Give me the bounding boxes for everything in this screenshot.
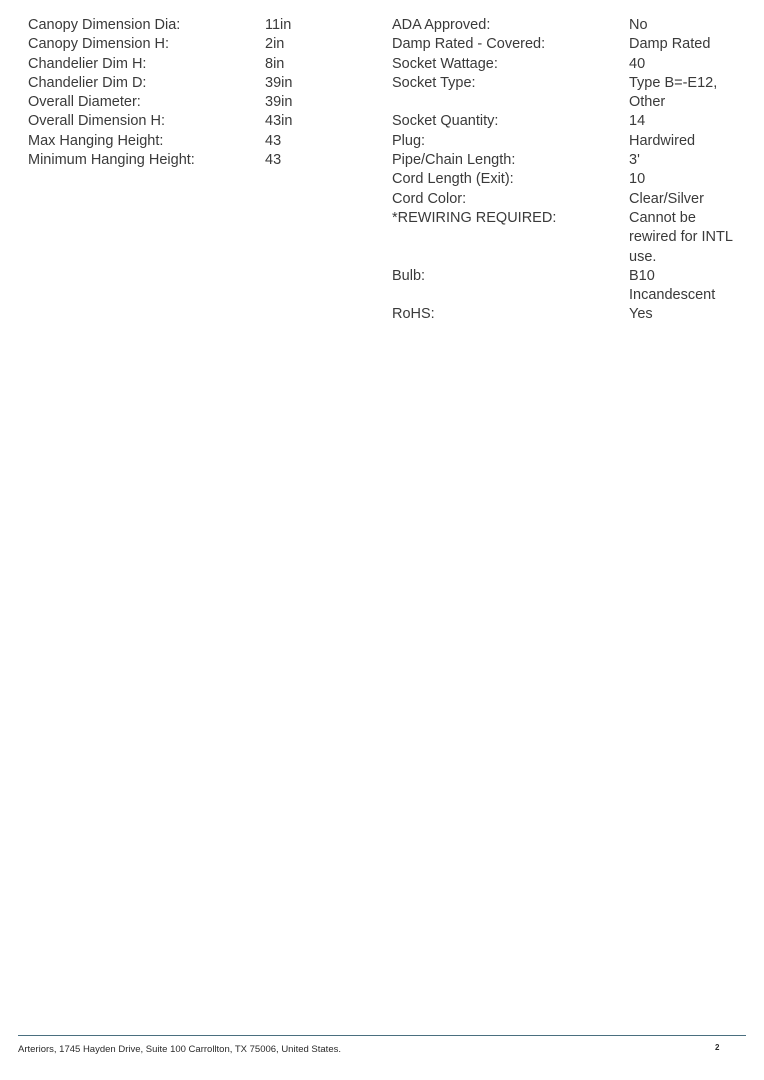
spec-label: Chandelier Dim D: (28, 74, 147, 91)
spec-value: Clear/Silver (629, 190, 704, 207)
spec-value: Damp Rated (629, 36, 711, 53)
spec-row-ada-approved (392, 16, 742, 35)
spec-value: Hardwired (629, 132, 696, 149)
spec-label: Chandelier Dim H: (28, 55, 147, 72)
spec-label: Socket Type: (392, 74, 476, 91)
spec-row-cord-length (392, 170, 742, 189)
spec-value: No (629, 17, 648, 33)
spec-row-socket-type (392, 74, 742, 113)
spec-value: 10 (629, 171, 646, 188)
spec-label: Plug: (392, 132, 426, 149)
spec-value: 43in (265, 113, 293, 130)
spec-label: Cord Color: (392, 190, 467, 207)
spec-row-overall-diameter (28, 93, 348, 112)
spec-row-plug (392, 132, 742, 151)
spec-label: Overall Diameter: (28, 94, 141, 111)
left-spec-table (28, 16, 348, 170)
spec-row-rewiring-required (392, 209, 742, 267)
spec-row-chandelier-dim-h (28, 55, 348, 74)
spec-row-socket-wattage (392, 55, 742, 74)
spec-value: Yes (629, 306, 653, 323)
spec-row-pipe-chain-length (392, 151, 742, 170)
spec-label: Socket Quantity: (392, 113, 499, 130)
spec-row-damp-rated (392, 35, 742, 54)
spec-label: RoHS: (392, 306, 435, 323)
spec-value: 2in (265, 36, 285, 53)
spec-row-bulb (392, 267, 742, 306)
spec-row-max-hanging-height (28, 132, 348, 151)
spec-value: B10 Incandescent (629, 267, 716, 304)
spec-row-minimum-hanging-height (28, 151, 348, 170)
spec-label: Minimum Hanging Height: (28, 152, 195, 169)
spec-label: Canopy Dimension Dia: (28, 17, 181, 33)
spec-label: Damp Rated - Covered: (392, 36, 546, 53)
spec-row-chandelier-dim-d (28, 74, 348, 93)
spec-value: 3' (629, 152, 640, 169)
spec-value: 14 (629, 113, 646, 130)
spec-value: Cannot be rewired for INTL use. (629, 209, 733, 265)
spec-label: Max Hanging Height: (28, 132, 164, 149)
spec-row-socket-quantity (392, 112, 742, 131)
spec-row-overall-dimension-h (28, 112, 348, 131)
spec-value: Type B=-E12, Other (629, 74, 718, 111)
spec-row-canopy-dimension-h (28, 35, 348, 54)
footer-address: Arteriors, 1745 Hayden Drive, Suite 100 Carrollton, TX 75006, United States. (18, 1044, 341, 1055)
spec-row-canopy-dimension-dia (28, 16, 348, 35)
spec-value: 39in (265, 74, 293, 91)
spec-label: Overall Dimension H: (28, 113, 165, 130)
spec-row-cord-color (392, 190, 742, 209)
spec-row-rohs (392, 305, 742, 324)
spec-label: Cord Length (Exit): (392, 171, 514, 188)
spec-value: 43 (265, 152, 282, 169)
spec-value: 43 (265, 132, 282, 149)
spec-value: 11in (265, 17, 292, 33)
right-spec-table (392, 16, 742, 325)
spec-label: Socket Wattage: (392, 55, 498, 72)
page-number: 2 (715, 1043, 720, 1052)
footer-divider (18, 1035, 746, 1036)
spec-value: 8in (265, 55, 285, 72)
spec-value: 40 (629, 55, 646, 72)
spec-label: Canopy Dimension H: (28, 36, 170, 53)
spec-value: 39in (265, 94, 293, 111)
spec-label: Pipe/Chain Length: (392, 152, 516, 169)
spec-label: *REWIRING REQUIRED: (392, 209, 557, 226)
spec-label: ADA Approved: (392, 17, 491, 33)
spec-label: Bulb: (392, 267, 426, 284)
